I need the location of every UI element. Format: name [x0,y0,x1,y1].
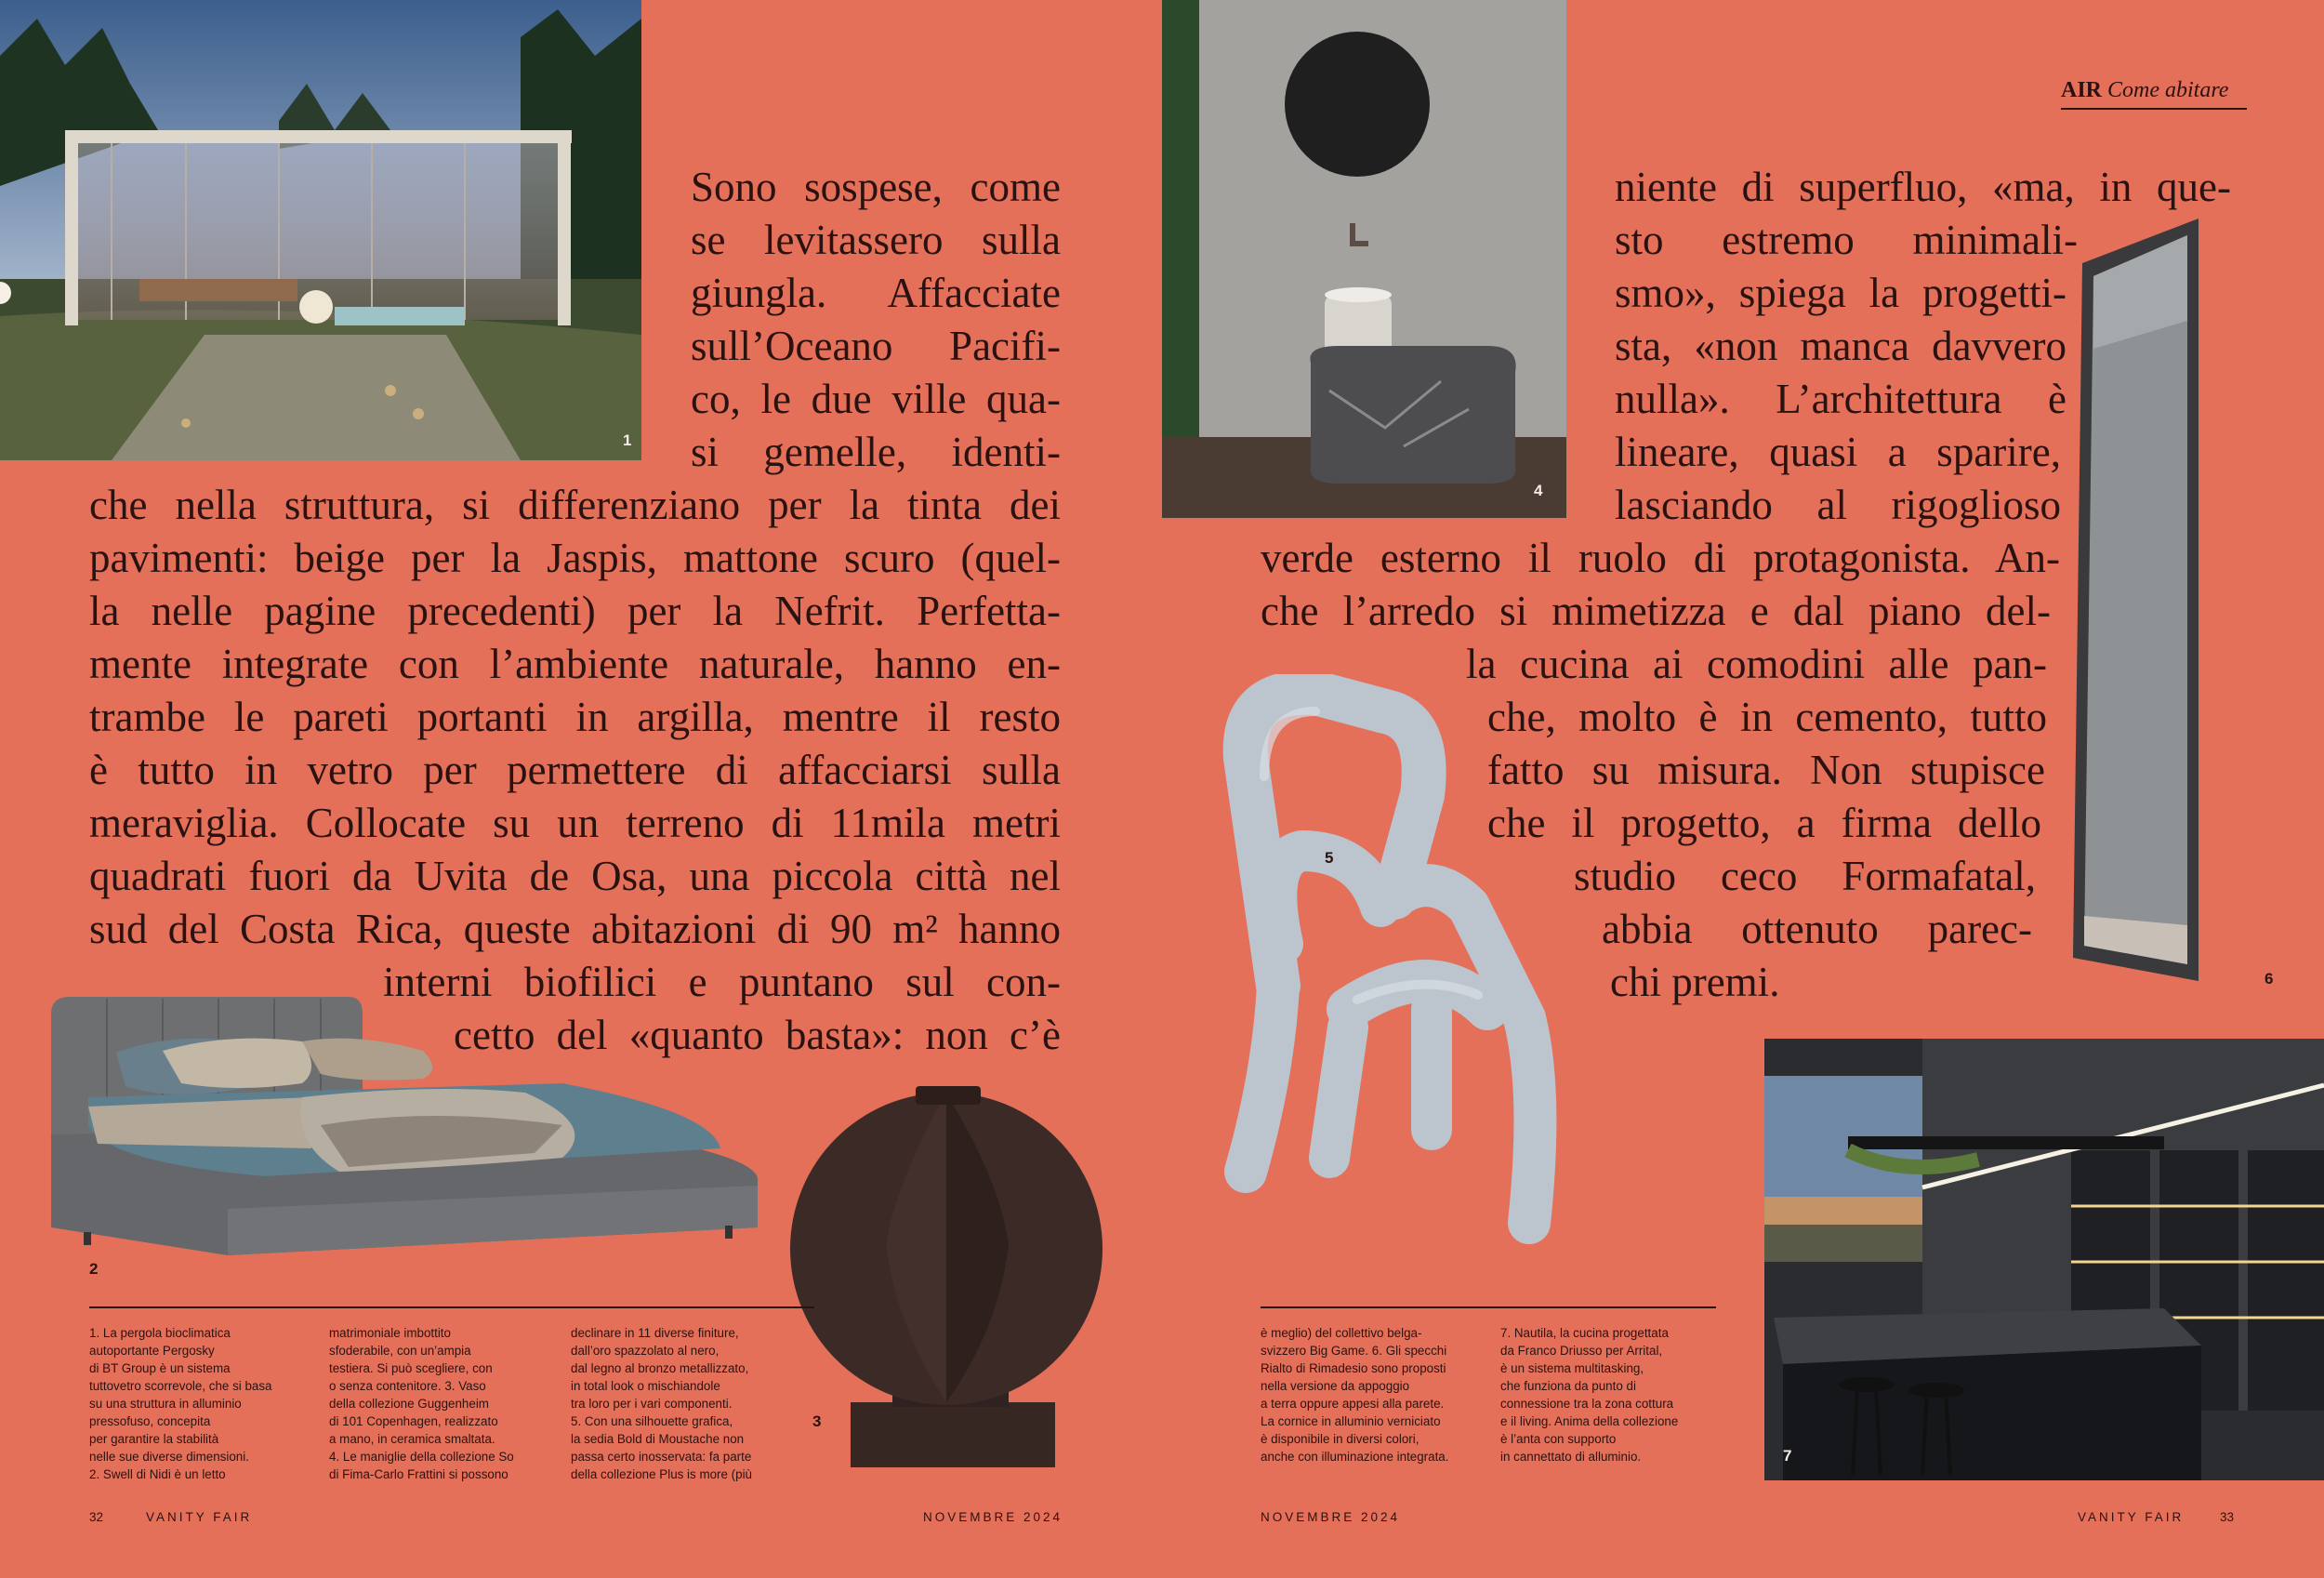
caption-line: e il living. Anima della collezione [1500,1414,1679,1428]
article-left-line: se levitassero sulla [691,217,1061,263]
figure-number-5: 5 [1325,849,1334,867]
article-left-line: sud del Costa Rica, queste abitazioni di 90 m² hanno [89,906,1061,952]
article-right-line: niente di superfluo, «ma, in que- [1615,164,2231,210]
article-right-line: studio ceco Formafatal, [1574,853,2036,899]
caption-line: è meglio) del collettivo belga- [1261,1326,1422,1340]
caption-line: in cannettato di alluminio. [1500,1450,1642,1464]
article-left-line: sull’Oceano Pacifi- [691,323,1061,369]
article-left-line: quadrati fuori da Uvita de Osa, una piccola città nel [89,853,1061,899]
article-left-line: la nelle pagine precedenti) per la Nefrit. Perfetta- [89,588,1061,634]
caption-line: 4. Le maniglie della collezione So [329,1450,514,1464]
caption-line: matrimoniale imbottito [329,1326,451,1340]
caption-line: della collezione Guggenheim [329,1397,489,1411]
article-right-line: lasciando al rigoglioso [1615,482,2061,528]
figure-number-1: 1 [623,431,632,449]
pergola-illustration [0,0,641,460]
caption-line: nelle sue diverse dimensioni. [89,1450,249,1464]
caption-line: anche con illuminazione integrata. [1261,1450,1449,1464]
caption-line: 5. Con una silhouette grafica, [571,1414,733,1428]
article-left-line: Sono sospese, come [691,164,1061,210]
kitchen-illustration [1764,1039,2324,1480]
figure-number-4: 4 [1534,482,1543,499]
caption-line: autoportante Pergosky [89,1344,215,1358]
caption-line: tuttovetro scorrevole, che si basa [89,1379,272,1393]
figure-number-7: 7 [1783,1447,1792,1465]
figure-number-3: 3 [812,1412,822,1430]
section-tag-underline [2061,108,2247,110]
caption-line: 7. Nautila, la cucina progettata [1500,1326,1669,1340]
article-left-line: è tutto in vetro per permettere di affacciarsi sulla [89,747,1061,793]
caption-line: 1. La pergola bioclimatica [89,1326,231,1340]
caption-line: La cornice in alluminio verniciato [1261,1414,1441,1428]
issue-date-left: NOVEMBRE 2024 [923,1510,1063,1524]
mirror-illustration [2064,209,2203,986]
article-right-line: che il progetto, a firma dello [1487,800,2041,846]
caption-line: di Fima-Carlo Frattini si possono [329,1467,508,1481]
article-left-line: mente integrate con l’ambiente naturale, hanno en- [89,641,1061,687]
article-right-line: verde esterno il ruolo di protagonista. An- [1261,535,2060,581]
photo-bathroom-sink [1162,0,1566,518]
caption-column-3 [571,1324,785,1483]
caption-line: 2. Swell di Nidi è un letto [89,1467,226,1481]
article-right-line: sto estremo minimali- [1615,217,2078,263]
photo-pergola [0,0,641,460]
article-left-line: interni biofilici e puntano sul con- [383,959,1061,1005]
caption-column-4 [1261,1324,1474,1465]
magazine-name-right: VANITY FAIR [2078,1510,2185,1524]
caption-line: in total look o mischiandole [571,1379,720,1393]
article-right-line: lineare, quasi a sparire, [1615,429,2061,475]
section-tag-italic: Come abitare [2107,78,2229,102]
caption-line: che funziona da punto di [1500,1379,1636,1393]
caption-line: o senza contenitore. 3. Vaso [329,1379,486,1393]
caption-line: pressofuso, concepita [89,1414,211,1428]
article-right-line: che l’arredo si mimetizza e dal piano del- [1261,588,2051,634]
caption-line: è l’anta con supporto [1500,1432,1617,1446]
photo-kitchen [1764,1039,2324,1480]
article-left-line: meraviglia. Collocate su un terreno di 11mila metri [89,800,1061,846]
caption-line: a terra oppure appesi alla parete. [1261,1397,1445,1411]
caption-line: Rialto di Rimadesio sono proposti [1261,1361,1446,1375]
caption-line: testiera. Si può scegliere, con [329,1361,493,1375]
caption-line: la sedia Bold di Moustache non [571,1432,745,1446]
caption-line: di 101 Copenhagen, realizzato [329,1414,498,1428]
caption-line: svizzero Big Game. 6. Gli specchi [1261,1344,1447,1358]
caption-line: della collezione Plus is more (più [571,1467,753,1481]
caption-line: nella versione da appoggio [1261,1379,1410,1393]
article-right-line: la cucina ai comodini alle pan- [1466,641,2047,687]
caption-column-2 [329,1324,543,1483]
article-right-line: chi premi. [1610,959,1780,1005]
article-right-line: smo», spiega la progetti- [1615,270,2067,316]
caption-line: tra loro per i vari componenti. [571,1397,733,1411]
article-right-line: sta, «non manca davvero [1615,323,2067,369]
page-number-left: 32 [89,1510,104,1524]
article-left-line: co, le due ville qua- [691,376,1061,422]
caption-line: sfoderabile, con un’ampia [329,1344,471,1358]
article-left-line: si gemelle, identi- [691,429,1061,475]
caption-line: declinare in 11 diverse finiture, [571,1326,739,1340]
page-number-right: 33 [2220,1510,2235,1524]
caption-column-5 [1500,1324,1714,1465]
caption-rule-right [1261,1306,1716,1308]
section-tag [2061,78,2228,103]
article-left-line: che nella struttura, si differenziano per la tinta dei [89,482,1061,528]
article-left-line: cetto del «quanto basta»: non c’è [454,1012,1061,1058]
figure-number-6: 6 [2265,970,2274,988]
issue-date-right: NOVEMBRE 2024 [1261,1510,1401,1524]
photo-mirror [2064,209,2203,986]
caption-line: connessione tra la zona cottura [1500,1397,1674,1411]
caption-line: passa certo inosservata: fa parte [571,1450,752,1464]
article-left-line: pavimenti: beige per la Jaspis, mattone scuro (quel- [89,535,1061,581]
figure-number-2: 2 [89,1260,99,1278]
caption-line: a mano, in ceramica smaltata. [329,1432,495,1446]
article-left-line: giungla. Affacciate [691,270,1061,316]
article-right-line: nulla». L’architettura è [1615,376,2067,422]
caption-line: dall’oro spazzolato al nero, [571,1344,720,1358]
caption-rule-left [89,1306,814,1308]
caption-line: di BT Group è un sistema [89,1361,231,1375]
article-right-line: fatto su misura. Non stupisce [1487,747,2045,793]
article-left-line: trambe le pareti portanti in argilla, mentre il resto [89,694,1061,740]
article-right-line: che, molto è in cemento, tutto [1487,694,2047,740]
caption-line: dal legno al bronzo metallizzato, [571,1361,749,1375]
caption-line: su una struttura in alluminio [89,1397,242,1411]
article-right-line: abbia ottenuto parec- [1602,906,2032,952]
magazine-name-left: VANITY FAIR [146,1510,253,1524]
caption-line: è un sistema multitasking, [1500,1361,1644,1375]
caption-column-1 [89,1324,303,1483]
bathroom-illustration [1162,0,1566,518]
section-tag-bold: AIR [2061,78,2103,102]
caption-line: è disponibile in diversi colori, [1261,1432,1419,1446]
caption-line: per garantire la stabilità [89,1432,219,1446]
caption-line: da Franco Driusso per Arrital, [1500,1344,1663,1358]
